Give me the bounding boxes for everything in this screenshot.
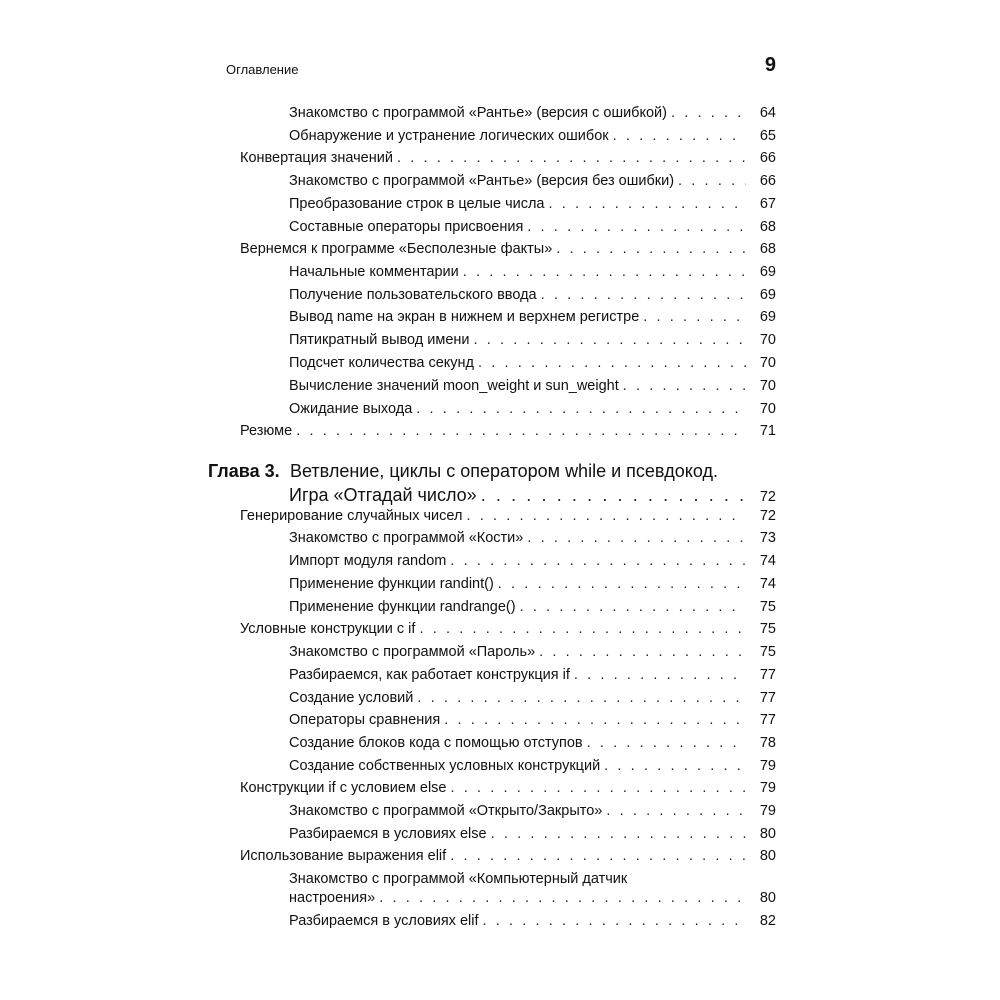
toc-entry-page: 66: [759, 150, 776, 166]
toc-entry-page: 67: [759, 196, 776, 212]
toc-entry-title: Создание условий: [289, 690, 414, 706]
toc-entry-title: Импорт модуля random: [289, 553, 447, 569]
leader-dots: [494, 573, 746, 595]
toc-entry-page: 79: [759, 803, 776, 819]
leader-dots: [375, 887, 746, 909]
toc-entry: [289, 823, 776, 845]
toc-entry-title: Начальные комментарии: [289, 264, 459, 280]
toc-entry: [289, 910, 776, 932]
toc-entry-title: Операторы сравнения: [289, 712, 441, 728]
toc-entry: [289, 550, 776, 572]
toc-entry-page: 77: [759, 667, 776, 683]
toc-entry: [240, 618, 776, 640]
leader-dots: [639, 306, 746, 328]
running-title: Оглавление: [226, 62, 299, 77]
leader-dots: [516, 596, 746, 618]
toc-entry: [240, 505, 776, 527]
leader-dots: [535, 641, 746, 663]
toc-entry-title: Преобразование строк в целые числа: [289, 196, 545, 212]
toc-entry-title: Подсчет количества секунд: [289, 355, 475, 371]
toc-entry-title: Знакомство с программой «Рантье» (версия без ошибки): [289, 173, 675, 189]
toc-entry-title: Вернемся к программе «Бесполезные факты»: [240, 241, 553, 257]
toc-entry-page: 68: [759, 241, 776, 257]
toc-entry-page: 66: [759, 173, 776, 189]
toc-entry: [289, 709, 776, 731]
toc-entry: [289, 641, 776, 663]
leader-dots: [413, 687, 746, 709]
toc-entry-page: 69: [759, 264, 776, 280]
toc-entry: [289, 755, 776, 777]
toc-entry-title: Применение функции randint(): [289, 576, 494, 592]
toc-entry-title: Ожидание выхода: [289, 401, 413, 417]
toc-entry-page: 70: [759, 378, 776, 394]
leader-dots: [440, 709, 746, 731]
toc-entry-title: Составные операторы присвоения: [289, 219, 524, 235]
toc-entry: [289, 352, 776, 374]
toc-entry-title: Вывод name на экран в нижнем и верхнем регистре: [289, 309, 640, 325]
toc-entry-title: Пятикратный вывод имени: [289, 332, 470, 348]
leader-dots: [393, 147, 746, 169]
leader-dots: [570, 664, 746, 686]
toc-entry-page: 75: [759, 621, 776, 637]
leader-dots: [412, 398, 746, 420]
toc-entry-page: 64: [759, 105, 776, 121]
toc-entry-page: 71: [759, 423, 776, 439]
toc-entry: [289, 170, 776, 192]
toc-entry: [289, 687, 776, 709]
leader-dots: [470, 329, 746, 351]
leader-dots: [415, 618, 746, 640]
toc-entry: [289, 800, 776, 822]
toc-entry-title: Знакомство с программой «Открыто/Закрыто»: [289, 803, 603, 819]
leader-dots: [619, 375, 746, 397]
toc-entry-page: 75: [759, 599, 776, 615]
toc-entry: [289, 573, 776, 595]
toc-entry-title: Генерирование случайных чисел: [240, 508, 463, 524]
leader-dots: [552, 238, 746, 260]
toc-entry: [289, 102, 776, 124]
leader-dots: [667, 102, 746, 124]
toc-entry-page: 70: [759, 401, 776, 417]
toc-entry: [289, 284, 776, 306]
chapter-label: Глава 3.: [208, 461, 280, 481]
toc-entry: [289, 887, 776, 909]
toc-entry-page: 70: [759, 332, 776, 348]
leader-dots: [446, 845, 746, 867]
leader-dots: [479, 910, 747, 932]
leader-dots: [583, 732, 746, 754]
leader-dots: [474, 352, 746, 374]
toc-entry: [289, 527, 776, 549]
toc-entry-title: Вычисление значений moon_weight и sun_weight: [289, 378, 619, 394]
leader-dots: [602, 800, 746, 822]
page-number: 9: [764, 54, 776, 76]
toc-entry-title: Условные конструкции с if: [240, 621, 416, 637]
toc-entry: [240, 147, 776, 169]
toc-entry-page: 80: [759, 826, 776, 842]
toc-entry: [240, 845, 776, 867]
toc-entry-title: Разбираемся в условиях else: [289, 826, 487, 842]
toc-entry-page: 79: [759, 780, 776, 796]
toc-entry-page: 65: [759, 128, 776, 144]
toc-entry-page: 77: [759, 690, 776, 706]
toc-entry-page: 74: [759, 553, 776, 569]
toc-entry-title-wrapped: Знакомство с программой «Компьютерный датчик: [289, 871, 628, 887]
toc-entry-title: Знакомство с программой «Кости»: [289, 530, 524, 546]
toc-entry: [289, 216, 776, 238]
toc-entry-page: 72: [759, 508, 776, 524]
toc-entry-page: 68: [759, 219, 776, 235]
toc-entry-title: Конвертация значений: [240, 150, 393, 166]
toc-entry: [289, 329, 776, 351]
chapter-title-line2: Игра «Отгадай число»: [289, 485, 477, 505]
toc-entry-page: 70: [759, 355, 776, 371]
leader-dots: [545, 193, 747, 215]
toc-entry: [240, 420, 776, 442]
chapter-title: Ветвление, циклы с оператором while и псевдокод.: [290, 461, 718, 481]
leader-dots: [523, 527, 746, 549]
toc-entry-title: Создание собственных условных конструкций: [289, 758, 601, 774]
toc-entry-page: 80: [759, 890, 776, 906]
toc-entry: [289, 261, 776, 283]
toc-entry-title: Разбираемся, как работает конструкция if: [289, 667, 570, 683]
toc-entry-page: 69: [759, 287, 776, 303]
toc-entry-page: 69: [759, 309, 776, 325]
toc-entry: [289, 125, 776, 147]
leader-dots: [446, 777, 746, 799]
leader-dots: [600, 755, 746, 777]
toc-entry-page: 80: [759, 848, 776, 864]
leader-dots: [674, 170, 746, 192]
toc-entry-title: Применение функции randrange(): [289, 599, 516, 615]
toc-entry: [289, 596, 776, 618]
toc-entry-page: 78: [759, 735, 776, 751]
toc-entry-page: 75: [759, 644, 776, 660]
chapter-heading: [208, 458, 718, 484]
toc-entry: [289, 398, 776, 420]
leader-dots: [523, 216, 746, 238]
toc-entry-title: Знакомство с программой «Рантье» (версия с ошибкой): [289, 105, 667, 121]
toc-entry-title: Разбираемся в условиях elif: [289, 913, 479, 929]
toc-entry: [289, 664, 776, 686]
toc-entry-page: 79: [759, 758, 776, 774]
leader-dots: [462, 505, 746, 527]
leader-dots: [487, 823, 746, 845]
toc-entry-title: Создание блоков кода с помощью отступов: [289, 735, 583, 751]
toc-entry-title: Получение пользовательского ввода: [289, 287, 537, 303]
toc-entry: [240, 777, 776, 799]
toc-entry-title: настроения»: [289, 890, 376, 906]
toc-entry-page: 82: [759, 913, 776, 929]
chapter-page: 72: [759, 489, 776, 505]
leader-dots: [609, 125, 746, 147]
toc-entry-title: Использование выражения elif: [240, 848, 447, 864]
toc-entry: [289, 193, 776, 215]
toc-entry-title: Конструкции if с условием else: [240, 780, 447, 796]
toc-entry-page: 74: [759, 576, 776, 592]
toc-entry: [289, 306, 776, 328]
toc-entry-page: 73: [759, 530, 776, 546]
toc-entry-title: Обнаружение и устранение логических ошибок: [289, 128, 609, 144]
toc-entry: [240, 238, 776, 260]
toc-entry: [289, 375, 776, 397]
toc-entry-title: Знакомство с программой «Пароль»: [289, 644, 536, 660]
toc-entry: [289, 732, 776, 754]
toc-entry-title: Резюме: [240, 423, 293, 439]
leader-dots: [446, 550, 746, 572]
leader-dots: [537, 284, 746, 306]
leader-dots: [459, 261, 746, 283]
toc-entry-page: 77: [759, 712, 776, 728]
leader-dots: [292, 420, 746, 442]
